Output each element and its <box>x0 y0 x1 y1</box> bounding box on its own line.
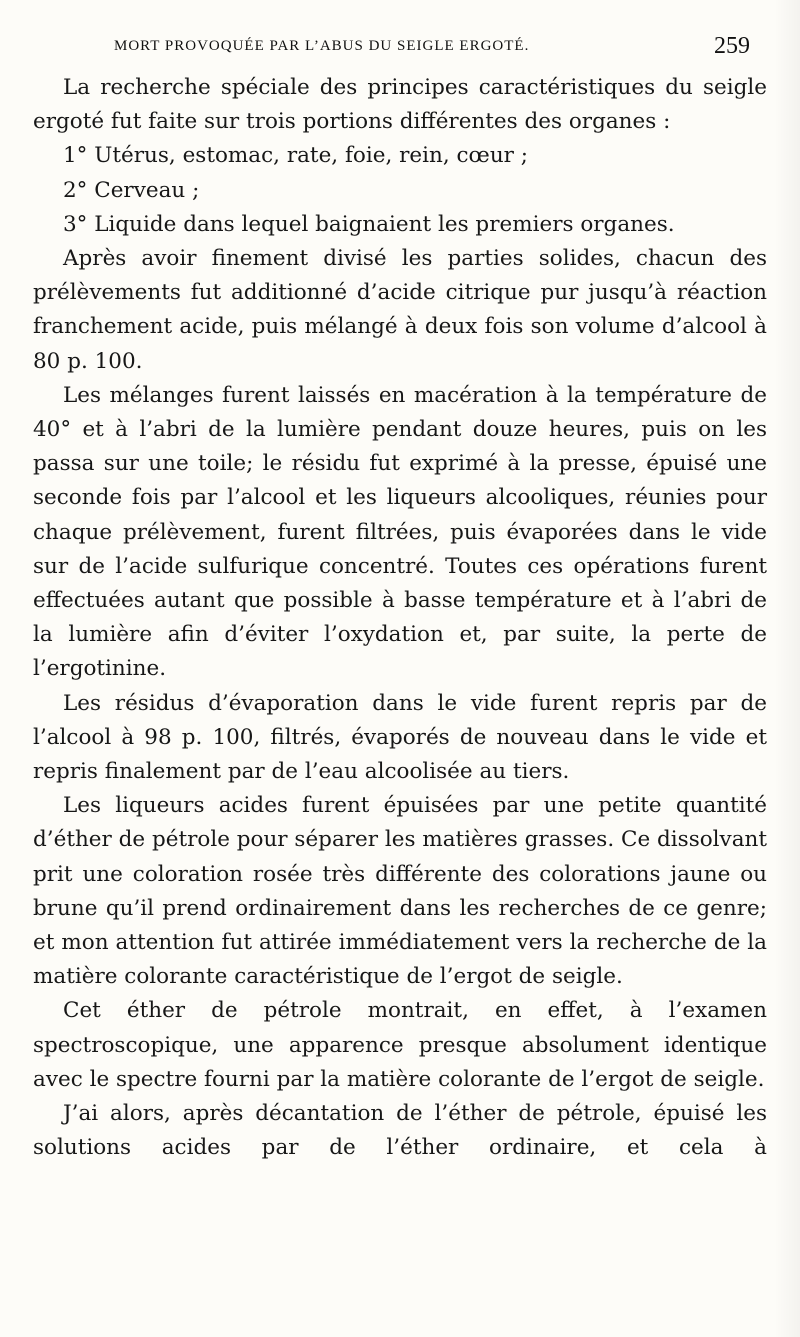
paragraph-ether-extraction: J’ai alors, après décantation de l’éther de pétrole, épuisé les solutions acides par de l’éther ordinaire, et cela à <box>33 1101 767 1161</box>
paragraph-maceration-process: Les mélanges furent laissés en macération à la température de 40° et à l’abri de la lumière pendant douze heures, puis on les passa sur une toile; le résidu fut exprimé à la presse, épuisé une seconde fois par l’alcool et les liqueurs alcooliques, réunies pour chaque prélèvement, furent filtrées, puis évaporées dans le vide sur de l’acide sulfurique concentré. Toutes ces opérations furent effectuées autant que possible à basse température et à l’abri de la lumière afin d’éviter l’oxydation et, par suite, la perte de l’ergotinine. <box>33 382 767 682</box>
organ-list-item-3: 3° Liquide dans lequel baignaient les premiers organes. <box>63 211 675 237</box>
organ-list-item-1: 1° Utérus, estomac, rate, foie, rein, cœur ; <box>63 143 529 169</box>
paragraph-evaporation-residues: Les résidus d’évaporation dans le vide furent repris par de l’alcool à 98 p. 100, filtrés, évaporés de nouveau dans le vide et repris finalement par de l’eau alcoolisée au tiers. <box>33 690 767 785</box>
paragraph-acid-liquors: Les liqueurs acides furent épuisées par une petite quantité d’éther de pétrole pour séparer les matières grasses. Ce dissolvant prit une coloration rosée très différente des colorations jaune ou brune qu’il prend ordinairement dans les recherches de ce genre; et mon attention fut attirée immédiatement vers la recherche de la matière colorante caractéristique de l’ergot de seigle. <box>33 793 767 990</box>
intro-paragraph: La recherche spéciale des principes caractéristiques du seigle ergoté fut faite sur trois portions différentes des organes : <box>33 75 767 135</box>
running-header <box>114 33 750 61</box>
page-number: 259 <box>714 33 750 59</box>
organ-list-item-2: 2° Cerveau ; <box>63 177 200 203</box>
paragraph-extraction-preparation: Après avoir finement divisé les parties solides, chacun des prélèvements fut additionné d’acide citrique pur jusqu’à réaction franchement acide, puis mélangé à deux fois son volume d’alcool à 80 p. 100. <box>33 246 767 374</box>
running-title: MORT PROVOQUÉE PAR L’ABUS DU SEIGLE ERGOTÉ. <box>114 38 530 54</box>
paper-edge-shadow <box>774 0 800 1337</box>
page-body <box>33 71 767 1166</box>
paragraph-spectroscopic-exam: Cet éther de pétrole montrait, en effet, à l’examen spectroscopique, une apparence presque absolument identique avec le spectre fourni par la matière colorante de l’ergot de seigle. <box>33 998 767 1092</box>
